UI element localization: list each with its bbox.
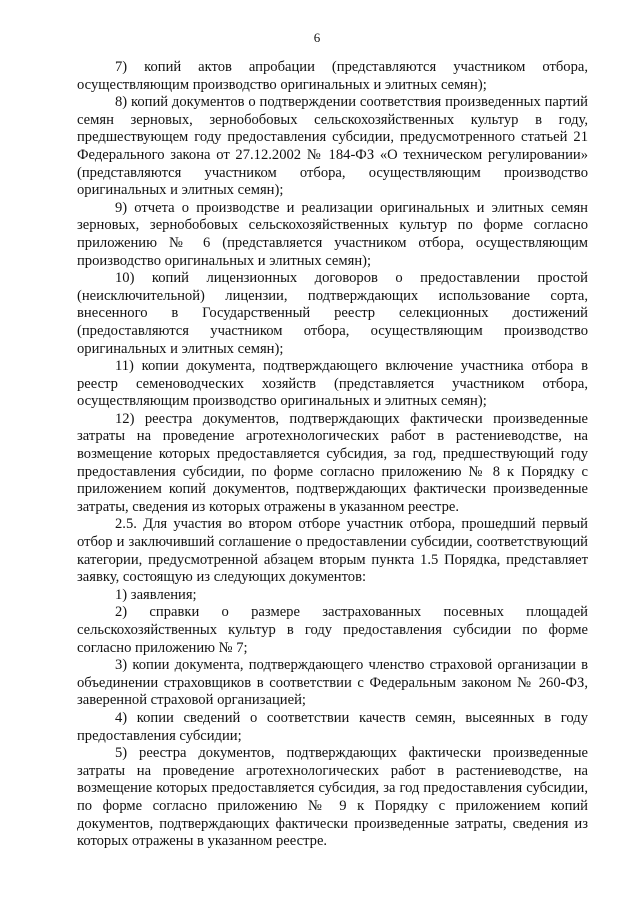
item-12-cost-register: 12) реестра документов, подтверждающих фактически произведенные затраты на проведение агротехнологических работ в растениеводстве, на возмещение которых предоставляется субсидия, за год, предшествующий году предоставления субсидии, по форме согласно приложению № 8 к Порядку с приложением копий документов, подтверждающих фактически произведенные затраты, сведения из которых отражены в указанном реестре. bbox=[77, 410, 588, 515]
item-7-apprобation-acts: 7) копий актов апробации (представляются участником отбора, осуществляющим производство оригинальных и элитных семян); bbox=[77, 59, 588, 93]
list-item-5-cost-register: 5) реестра документов, подтверждающих фактически произведенные затраты на проведение агротехнологических работ в растениеводстве, на возмещение которых предоставляется субсидия, за год предоставления субсидии, по форме согласно приложению № 9 к Порядку с приложением копий документов, подтверждающих фактически произведенные затраты, сведения из которых отражены в указанном реестре. bbox=[77, 745, 588, 850]
list-item-4-seed-quality: 4) копии сведений о соответствии качеств семян, высеянных в году предоставления субсидии; bbox=[77, 709, 588, 744]
list-item-1-application: 1) заявления; bbox=[115, 586, 197, 603]
item-11-seed-register: 11) копии документа, подтверждающего включение участника отбора в реестр семеноводческих хозяйств (представляется участником отбора, осуществляющим производство оригинальных и элитных семян); bbox=[77, 358, 588, 410]
page-number: 6 bbox=[313, 30, 321, 45]
item-8-conformity-documents: 8) копий документов о подтверждении соответствия произведенных партий семян зерновых, зернобобовых сельскохозяйственных культур в году, предшествующем году предоставления субсидии, предусмотренного статьей 21 Федерального закона от 27.12.2002 № 184-ФЗ «О техническом регулировании» (представляются участником отбора, осуществляющим производство оригинальных и элитных семян); bbox=[77, 94, 588, 199]
list-item-2-insured-area: 2) справки о размере застрахованных посевных площадей сельскохозяйственных культур в году предоставления субсидии по форме согласно приложению № 7; bbox=[77, 604, 588, 656]
clause-2-5-second-selection: 2.5. Для участия во втором отборе участник отбора, прошедший первый отбор и заключивший соглашение о предоставлении субсидии, соответствующий категории, предусмотренной абзацем вторым пункта 1.5 Порядка, представляет заявку, состоящую из следующих документов: bbox=[77, 516, 588, 586]
document-body bbox=[77, 59, 588, 851]
item-9-production-report: 9) отчета о производстве и реализации оригинальных и элитных семян зерновых, зернобобовых сельскохозяйственных культур по форме согласно приложению № 6 (представляется участником отбора, осуществляющим производство оригинальных и элитных семян); bbox=[77, 199, 588, 269]
list-item-3-insurer-membership: 3) копии документа, подтверждающего членство страховой организации в объединении страховщиков в соответствии с Федеральным законом № 260-ФЗ, заверенной страховой организацией; bbox=[77, 657, 588, 709]
item-10-license-agreements: 10) копий лицензионных договоров о предоставлении простой (неисключительной) лицензии, подтверждающих использование сорта, внесенного в Государственный реестр селекционных достижений (предоставляются участником отбора, осуществляющим производство оригинальных и элитных семян); bbox=[77, 270, 588, 357]
